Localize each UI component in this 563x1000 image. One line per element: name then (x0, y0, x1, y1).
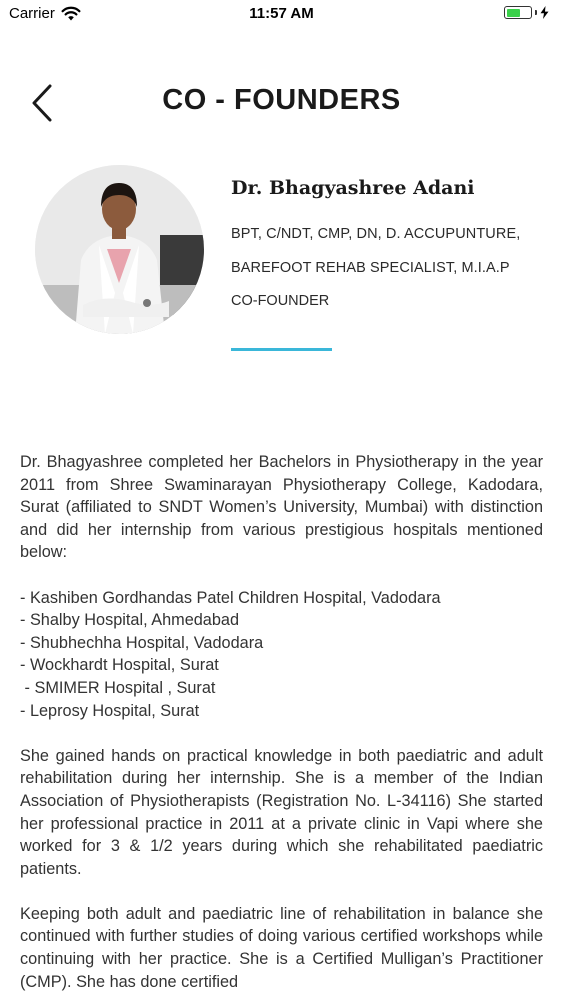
profile-name: Dr. Bhagyashree Adani (231, 177, 475, 199)
accent-divider (231, 348, 332, 351)
profile-qualifications-line-1: BPT, C/NDT, CMP, DN, D. ACCUPUNTURE, (231, 226, 521, 242)
battery-tip (535, 10, 537, 15)
status-time: 11:57 AM (249, 5, 314, 22)
status-bar (0, 0, 563, 30)
battery-indicator (504, 6, 549, 19)
list-item: - Kashiben Gordhandas Patel Children Hospital, Vadodara (20, 588, 441, 607)
list-item: - Wockhardt Hospital, Surat (20, 656, 219, 675)
battery-icon (504, 6, 532, 19)
carrier-label: Carrier (9, 5, 55, 22)
list-item: - Shubhechha Hospital, Vadodara (20, 633, 264, 652)
bio-paragraph-2: She gained hands on practical knowledge in both paediatric and adult rehabilitation during her internship. She is a member of the Indian Association of Physiotherapists (Registration No. L-34116) She started her professional practice in 2011 at a private clinic in Vapi where she worked for 3 & 1/2 years during which she rehabilitated paediatric patients. (20, 746, 543, 878)
bio-intro: Dr. Bhagyashree completed her Bachelors in Physiotherapy in the year 2011 from Shree Swaminarayan Physiotherapy College, Kadodara, Surat (affiliated to SNDT Women’s University, Mumbai) with distinction and did her internship from various prestigious hospitals mentioned below: (20, 453, 543, 562)
list-item: - SMIMER Hospital , Surat (20, 678, 216, 697)
hospital-list (20, 587, 543, 723)
profile-qualifications-line-2: BAREFOOT REHAB SPECIALIST, M.I.A.P (231, 260, 510, 276)
list-item: - Leprosy Hospital, Surat (20, 701, 200, 720)
list-item: - Shalby Hospital, Ahmedabad (20, 611, 240, 630)
bio-text (20, 451, 543, 993)
charging-bolt-icon (540, 6, 549, 19)
profile-role: CO-FOUNDER (231, 293, 330, 309)
bio-paragraph-3: Keeping both adult and paediatric line of rehabilitation in balance she continued with further studies of doing various certified workshops while continuing with her practice. She is a Certified Mulligan’s Practitioner (CMP). She has done certified (20, 904, 543, 991)
profile-photo (35, 165, 204, 334)
battery-level (507, 9, 521, 17)
page-title: CO - FOUNDERS (162, 84, 401, 116)
avatar (35, 165, 204, 334)
